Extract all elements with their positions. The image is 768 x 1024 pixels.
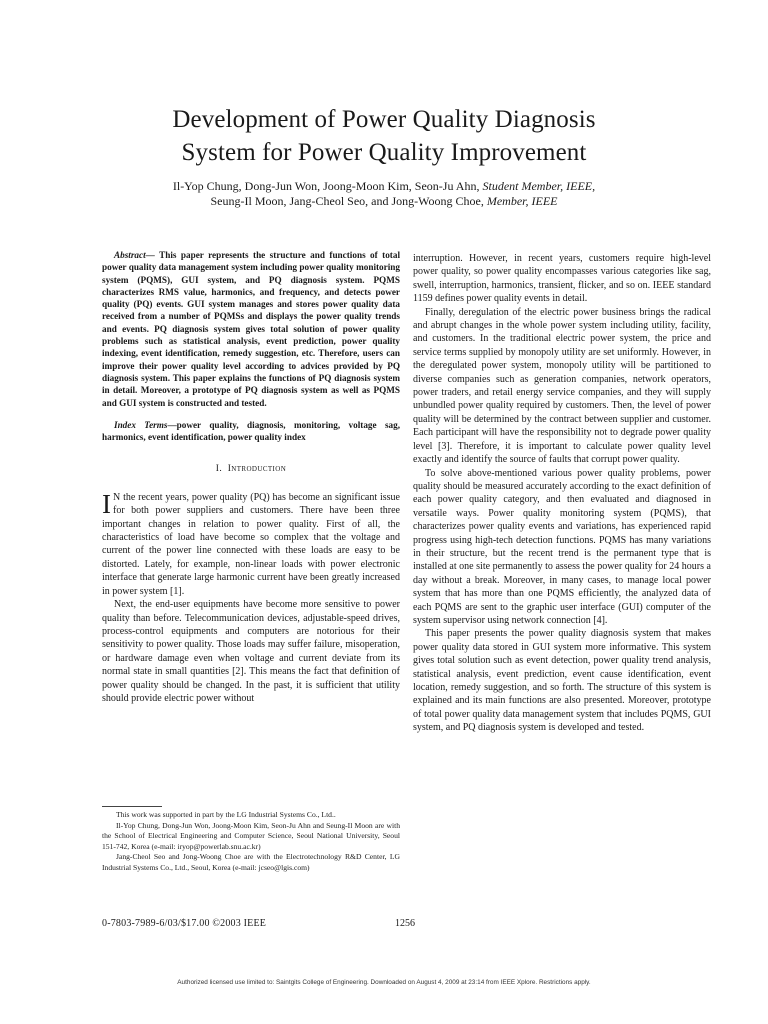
paper-title [0,103,768,169]
authors-line-2: Seung-Il Moon, Jang-Cheol Seo, and Jong-Woong Choe, [210,194,484,208]
section-title: Introduction [227,464,287,475]
abstract-text: This paper represents the structure and functions of total power quality data management system including power quality monitoring system (PQMS), GUI system, and PQ diagnosis system. PQMS characterizes RMS value, harmonics, and frequency, and detects power quality (PQ) events. GUI system manages and stores power quality data received from a number of PQMSs and displays the power quality trends and events. PQ diagnosis system gives total solution of power quality problems such as statistical analysis, event prediction, power quality indexing, event identification, remedy suggestion, etc. Therefore, users can improve their power quality level according to advices provided by PQ diagnosis system. This paper explains the functions of PQ diagnosis system in detail. Moreover, a prototype of PQ diagnosis system as well as PQMS and GUI system is constructed and tested. [102,250,400,408]
right-paragraph-2: Finally, deregulation of the electric power business brings the radical and abrupt changes in the whole power system including utility, facility, and customers. In the traditional electric power system, the price and service terms supplied by monopoly utility are set uniformly. However, in the deregulated power system, monopoly utility will be partitioned to diverse companies such as generation companies, network operators, power traders, and retail energy service companies, and they will supply unbundled power quality required by customers. Then, the level of power quality will be determined by the contract between supplier and customer. Each participant will have the responsibility not to degrade power quality level [3]. Therefore, it is important to calculate power quality level exactly and identify the source of faults that corrupt power quality. [413,306,711,466]
section-number: I. [215,464,223,475]
title-line-2: System for Power Quality Improvement [181,139,587,166]
footnote-divider [102,806,162,807]
intro-p1-text: N the recent years, power quality (PQ) has become an significant issue for both power suppliers and customers. There have been three important changes in relation to power quality. First of all, the characteristics of load have become so complex that the voltage and current of the power line connected with these loads are easy to be distorted. Lately, for example, non-linear loads with power electronic interface that generate large harmonic current have been greatly increased in power system [1]. [102,491,400,597]
page-number: 1256 [395,918,415,929]
footnote-affiliation-snu: Il-Yop Chung, Dong-Jun Won, Joong-Moon Kim, Seon-Ju Ahn and Seung-Il Moon are with the School of Electrical Engineering and Computer Science, Seoul National University, Seoul 151-742, Korea (e-mail: iryop@powerlab.snu.ac.kr) [102,820,400,851]
authors-line-1: Il-Yop Chung, Dong-Jun Won, Joong-Moon Kim, Seon-Ju Ahn, [172,179,480,193]
title-line-1: Development of Power Quality Diagnosis [172,106,596,133]
drop-cap: I [102,488,111,519]
author-list [0,179,768,209]
isbn-copyright: 0-7803-7989-6/03/$17.00 ©2003 IEEE [102,918,267,929]
footnotes [102,810,400,874]
license-notice: Authorized licensed use limited to: Saintgits College of Engineering. Downloaded on August 4, 2009 at 23:14 from IEEE Xplore. Restrictions apply. [177,979,591,986]
intro-paragraph-2: Next, the end-user equipments have become more sensitive to power quality than before. Telecommunication devices, adjustable-speed drives, process-control equipments and computers are notorious for their sensitivity to power quality. Those loads may suffer failure, misoperation, or hardware damage even when voltage and current deviate from its normal state in small quantities [2]. This means the fact that definition of power quality should be changed. In the past, it is sufficient that utility should provide electric power without [102,599,400,704]
right-paragraph-3: To solve above-mentioned various power quality problems, power quality should be measured accurately according to the exact definition of each power quality category, and then evaluated and diagnosed in versatile ways. Power quality monitoring system (PQMS), that characterizes power quality events and variations, has experienced rapid progress using high-tech detection functions. PQMS has many variations in their structure, but the recent trend is the permanent type that is installed at one site permanently to assess the power quality for 24 hours a day without a break. Moreover, in many cases, to manage local power system that has more than one PQMS efficiently, the analyzed data of each PQMS are sent to the graphic user interface (GUI) computer of the system supervisor using network connection [4]. [413,467,711,626]
section-heading [102,463,400,476]
abstract [102,249,400,409]
footnote-funding: This work was supported in part by the LG Industrial Systems Co., Ltd.. [116,810,336,819]
index-terms-text: —power quality, diagnosis, monitoring, voltage sag, harmonics, event identification, power quality index [102,419,400,443]
authors-role-2: Member, IEEE [486,194,558,208]
index-terms [102,419,400,444]
right-paragraph-1: interruption. However, in recent years, customers require high-level power quality, so power quality encompasses various categories like sag, swell, interruption, harmonics, transient, flicker, and so on. IEEE standard 1159 defines power quality events in detail. [413,253,711,305]
footnote-affiliation-lgis: Jang-Cheol Seo and Jong-Woong Choe are with the Electrotechnology R&D Center, LG Industrial Systems Co., Ltd., Seoul, Korea (e-mail: jcseo@lgis.com) [102,852,400,872]
index-terms-label: Index Terms [114,419,168,430]
abstract-label: Abstract— [114,250,155,260]
right-paragraph-4: This paper presents the power quality diagnosis system that makes power quality data stored in GUI system more informative. This system gives total solution such as event detection, power quality trend analysis, statistical analysis, event prediction, event cause identification, event location, remedy suggestion, and so forth. The structure of this system is explained and its main functions are also presented. Moreover, prototype of total power quality data management system that includes PQMS, GUI system, and PQ diagnosis system is developed and tested. [413,628,711,734]
authors-role-1: Student Member, IEEE, [482,179,596,193]
intro-paragraph-1 [102,488,400,598]
right-column [413,252,711,735]
left-column [102,249,400,705]
